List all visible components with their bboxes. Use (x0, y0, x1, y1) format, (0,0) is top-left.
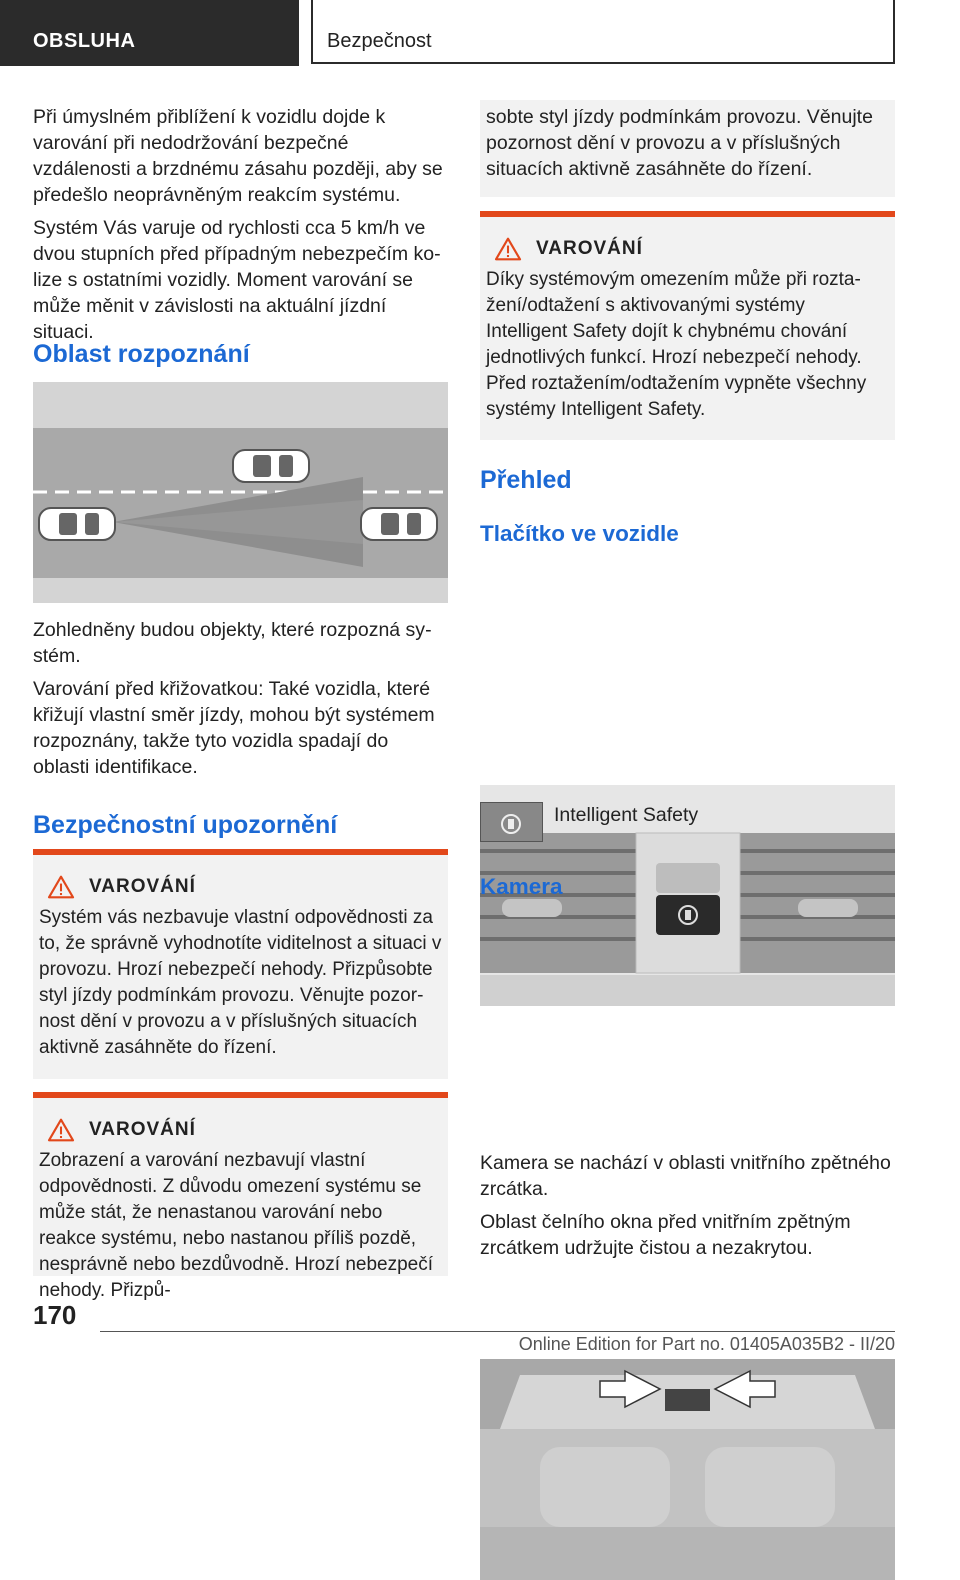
left-column (33, 104, 448, 345)
button-legend (480, 802, 895, 842)
warning-triangle-icon (45, 875, 77, 899)
warning-title: VAROVÁNÍ (89, 1119, 196, 1140)
heading-safety-notes: Bezpečnostní upozornění (33, 811, 338, 839)
warning-triangle-icon (492, 237, 524, 261)
edition-note: Online Edition for Part no. 01405A035B2 - II/20 (518, 1334, 895, 1354)
camera-cleaning-paragraph: Oblast čelního okna před vnitřním zpětným zrcátkem udržujte čistou a nezakrytou. (480, 1211, 851, 1259)
heading-camera: Kamera (480, 874, 563, 899)
detection-area-illustration (33, 382, 448, 603)
detection-text (33, 617, 448, 780)
warning-text: Díky systémovým omezením může při roztažení/odtažení s aktivovanými systémy Intelligent Safety dojít k chybnému chování jednotlivých funkcí. Hrozí nebezpečí nehody. Před roztažením/odtažením vypněte všechny systémy Intelligent Safety. (486, 269, 867, 420)
warning-text: Systém vás nezbavuje vlastní odpovědnosti za to, že správně vyhodnotíte viditelnost a situaci v provozu. Hrozí nebezpečí nehody. Přizpůsobte styl jízdy podmínkám provozu. Věnujte pozornost dění v provozu a v příslušných situacích aktivně zasáhněte do řízení. (39, 907, 442, 1058)
page-number: 170 (33, 1300, 77, 1330)
vehicle-ahead-icon (361, 508, 437, 540)
footer-divider (100, 1331, 895, 1332)
camera-text (480, 1150, 895, 1261)
warning-speed-paragraph: Systém Vás varuje od rychlosti cca 5 km/h ve dvou stupních před případným nebezpečím kolize s ostatními vozidly. Moment varování se může měnit v závislosti na aktuální jízdní situaci. (33, 217, 441, 343)
intro-paragraph: Při úmyslném přiblížení k vozidlu dojde k varování při nedodržování bezpečné vzdálenosti a brzdnému zásahu později, aby se předešlo neoprávněným reakcím systému. (33, 106, 443, 206)
button-label: Intelligent Safety (554, 804, 699, 826)
detected-objects-paragraph: Zohledněny budou objekty, které rozpozná systém. (33, 619, 432, 667)
crossing-warning-paragraph: Varování před křižovatkou: Také vozidla, které křižují vlastní směr jízdy, mohou být systémem rozpoznány, takže tyto vozidla spadají do oblasti identifikace. (33, 678, 435, 778)
warning-triangle-icon (45, 1118, 77, 1142)
warning-continuation (480, 100, 895, 197)
warning-box-2 (33, 1092, 448, 1301)
heading-detection-area: Oblast rozpoznání (33, 340, 250, 368)
heading-button-in-vehicle: Tlačítko ve vozidle (480, 521, 679, 546)
warning-box-1 (33, 849, 448, 1079)
warning-title: VAROVÁNÍ (536, 238, 643, 259)
intelligent-safety-button[interactable] (480, 802, 543, 842)
intelligent-safety-icon (481, 803, 542, 841)
vehicle-ahead-lane-icon (233, 450, 309, 482)
road-diagram (33, 382, 448, 603)
continuation-text: sobte styl jízdy podmínkám provozu. Věnujte pozornost dění v provozu a v příslušných situacích aktivně zasáhněte do řízení. (486, 106, 873, 180)
warning-text: Zobrazení a varování nezbavují vlastní odpovědnosti. Z důvodu omezení systému se může stát, že nenastanou varování nebo reakce systému, nebo nastanou příliš pozdě, nesprávně nebo bezdůvodně. Hrozí nebezpečí nehody. Přizpů- (39, 1150, 433, 1301)
camera-location-illustration (480, 1359, 895, 1580)
section-tab: OBSLUHA (0, 0, 299, 66)
warning-box-3 (480, 211, 895, 440)
warning-title: VAROVÁNÍ (89, 876, 196, 897)
car-interior-image (480, 1359, 895, 1580)
own-vehicle-icon (39, 508, 115, 540)
camera-location-paragraph: Kamera se nachází v oblasti vnitřního zpětného zrcátka. (480, 1152, 891, 1200)
heading-overview: Přehled (480, 466, 572, 494)
topic-header: Bezpečnost (311, 0, 895, 64)
